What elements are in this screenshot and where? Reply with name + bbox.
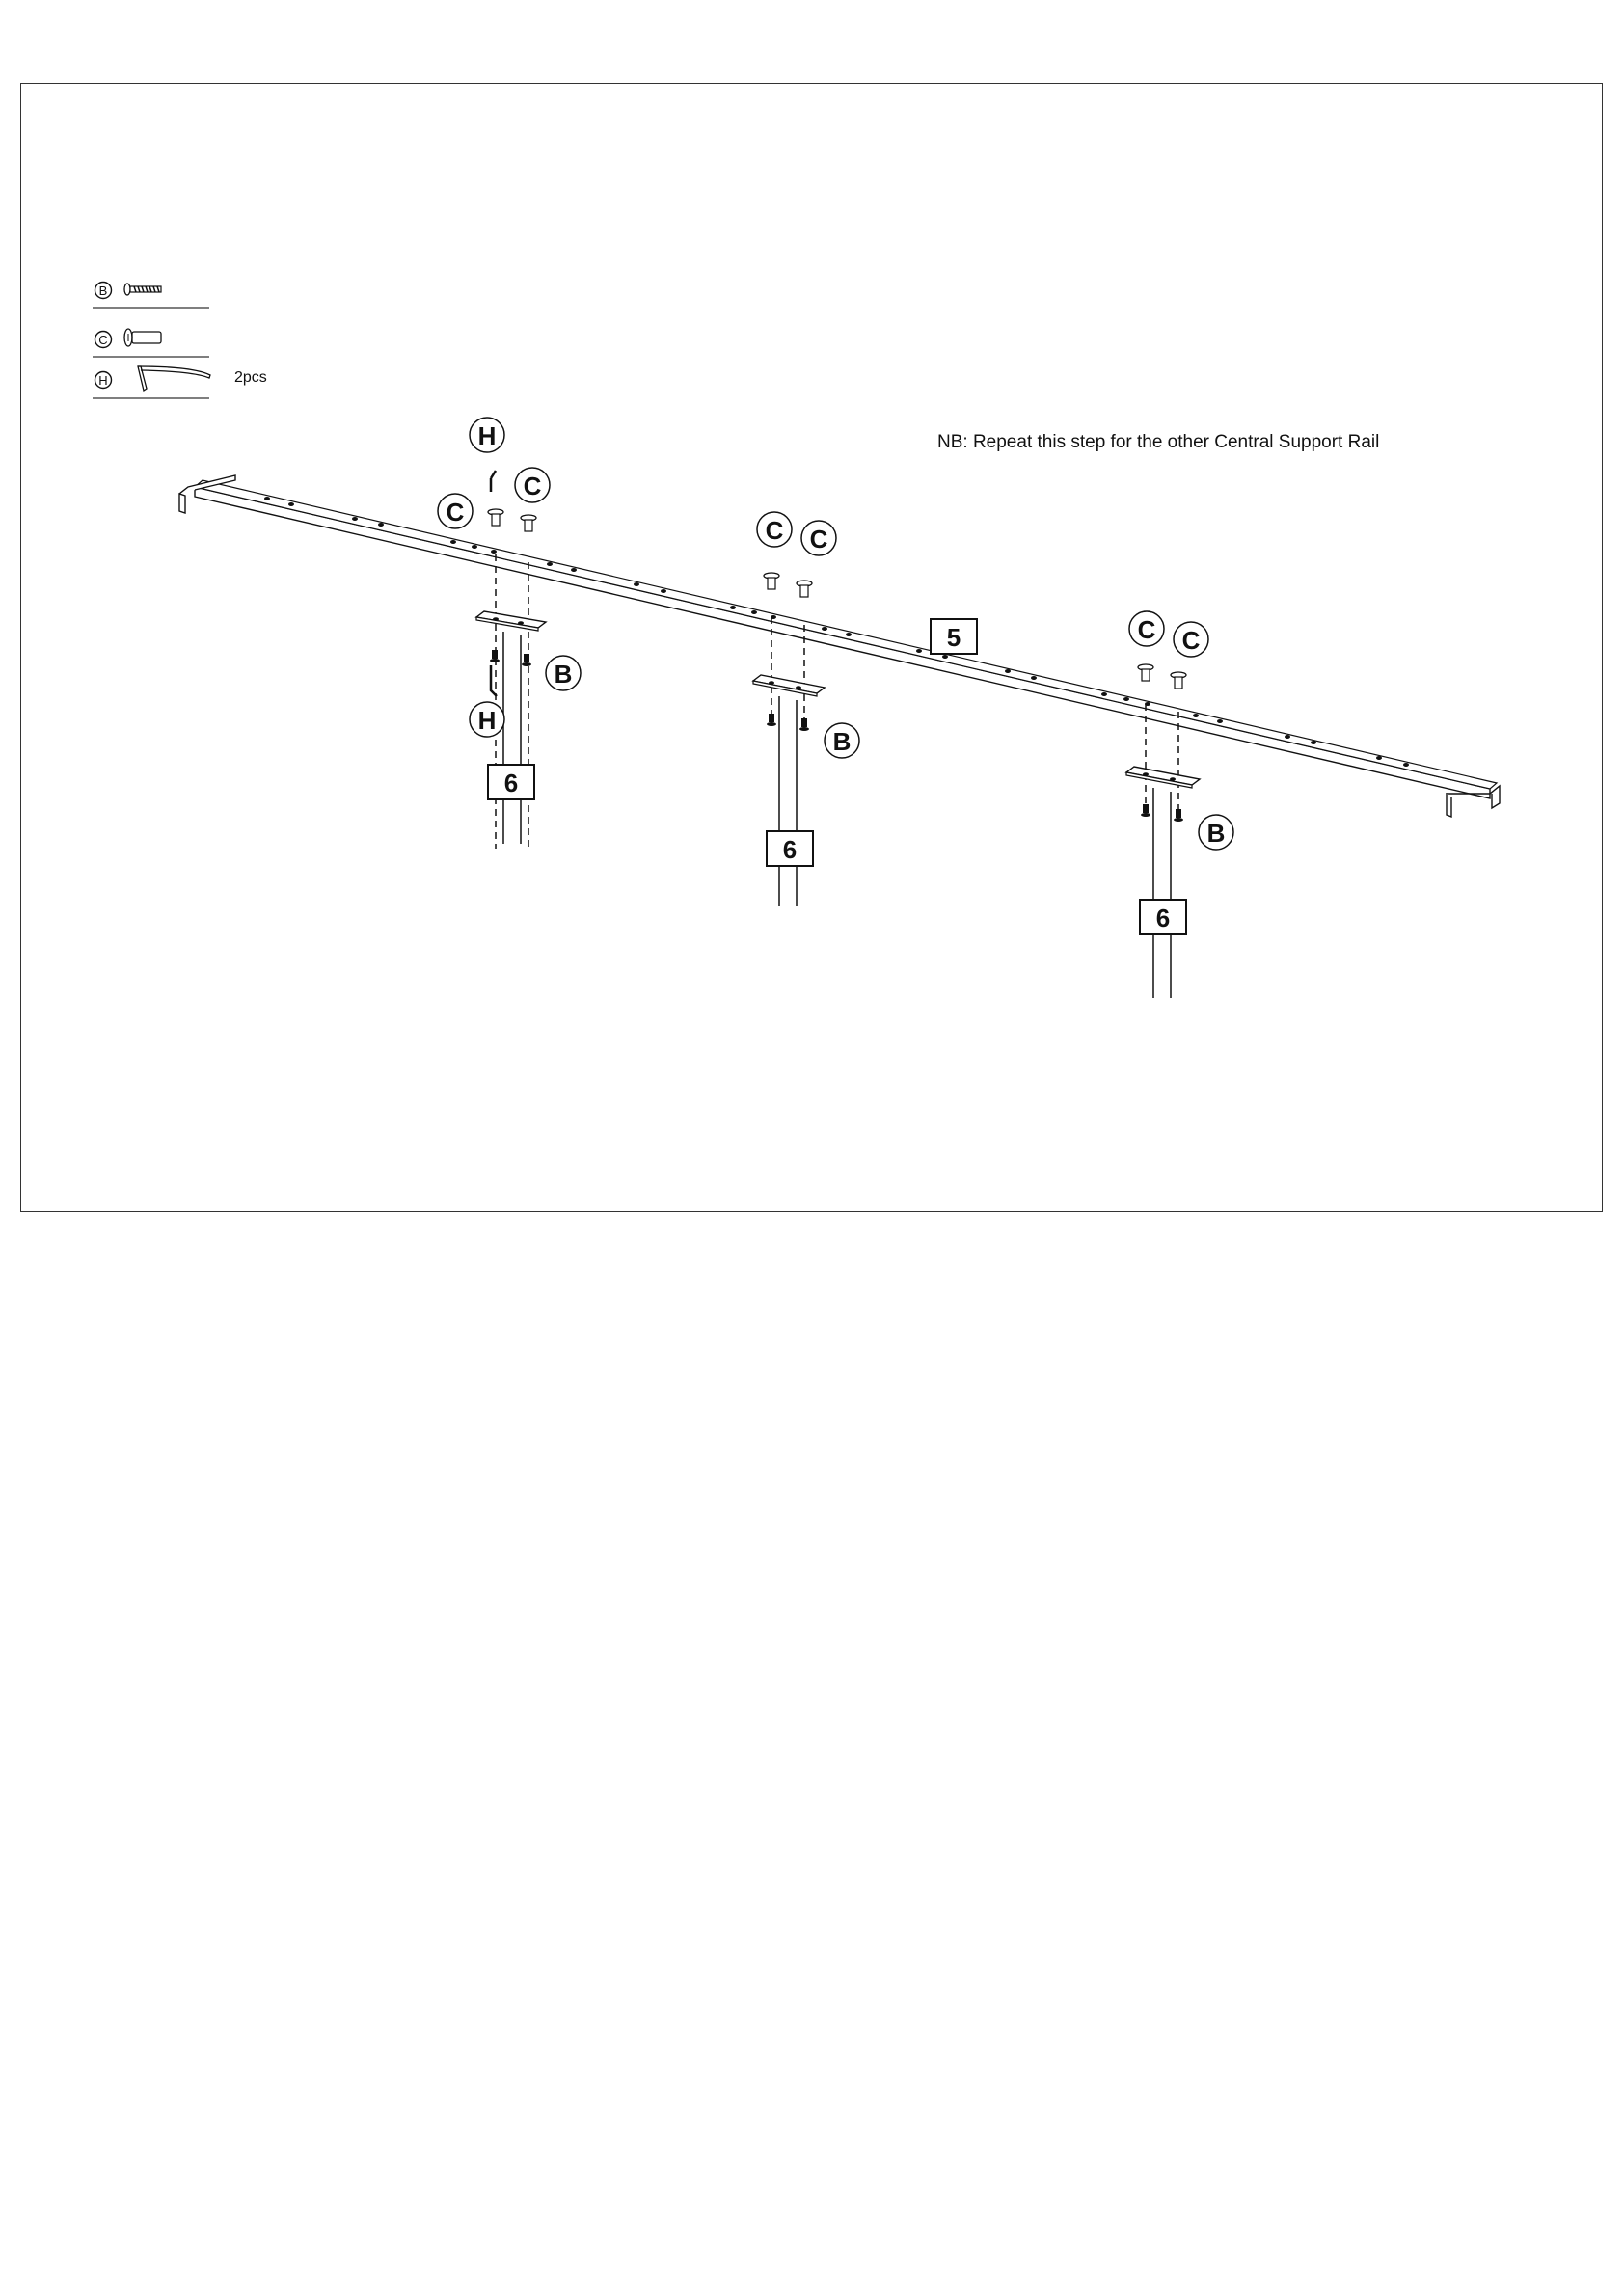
screw-icon (799, 718, 809, 731)
screw-icon (522, 654, 531, 666)
callout-c (1174, 622, 1208, 657)
part-label-leg-2 (767, 831, 813, 866)
svg-text:C: C (523, 472, 542, 500)
part-label-leg-1 (488, 765, 534, 799)
svg-text:H: H (477, 421, 497, 450)
callout-c (515, 468, 550, 502)
bolt-icon (764, 573, 779, 589)
callout-b (825, 723, 859, 758)
svg-text:B: B (554, 660, 573, 689)
screw-icon (124, 284, 161, 295)
screw-icon (1174, 809, 1183, 822)
part-label-rail (931, 619, 977, 654)
callout-c (1129, 611, 1164, 646)
allen-key-quantity: 2pcs (234, 369, 267, 386)
svg-text:B: B (832, 727, 852, 756)
svg-text:C: C (765, 516, 784, 545)
screw-icon (1141, 804, 1150, 817)
callout-b (1199, 815, 1233, 850)
callout-h-top (470, 418, 504, 452)
callout-c (801, 521, 836, 555)
callout-h-bottom (470, 702, 504, 737)
svg-text:6: 6 (1155, 904, 1171, 932)
legend-letter-c: C (98, 333, 108, 347)
central-support-rail (179, 475, 1500, 817)
svg-text:6: 6 (782, 835, 798, 864)
svg-text:C: C (809, 525, 828, 554)
callout-c (438, 494, 473, 528)
bolt-icon (521, 515, 536, 531)
svg-text:6: 6 (503, 769, 519, 797)
parts-legend (93, 283, 210, 399)
svg-text:B: B (1206, 819, 1226, 848)
bolt-icon (797, 581, 812, 597)
allen-key-icon (138, 366, 210, 391)
svg-text:C: C (1181, 626, 1201, 655)
legend-letter-h: H (98, 373, 108, 388)
svg-text:C: C (446, 498, 465, 527)
callout-c (757, 512, 792, 547)
svg-text:C: C (1137, 615, 1156, 644)
callout-b (546, 656, 581, 690)
part-label-leg-3 (1140, 900, 1186, 934)
repeat-note: NB: Repeat this step for the other Central Support Rail (937, 432, 1380, 452)
allen-key-icon (491, 471, 496, 492)
svg-text:H: H (477, 706, 497, 735)
screw-icon (490, 650, 500, 662)
screw-icon (767, 714, 776, 726)
bolt-icon (488, 509, 503, 526)
bolt-icon (1138, 664, 1153, 681)
bolt-icon (124, 329, 161, 346)
allen-key-icon (491, 665, 497, 696)
legend-letter-b: B (98, 284, 108, 298)
bolt-icon (1171, 672, 1186, 689)
svg-text:5: 5 (946, 623, 961, 652)
